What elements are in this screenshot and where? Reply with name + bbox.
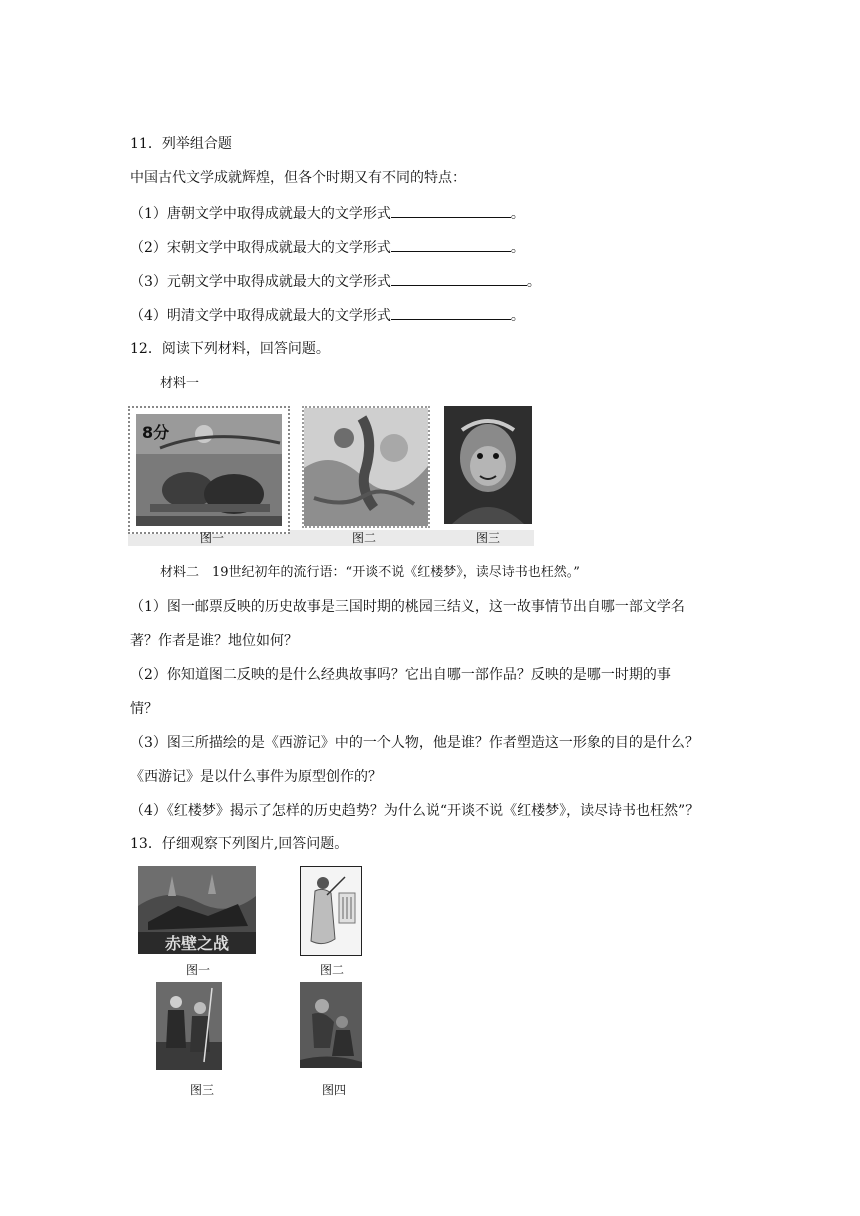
journey-west-painting-image <box>300 982 362 1068</box>
monkey-king-portrait-image <box>444 406 532 524</box>
stamp-image <box>128 406 290 534</box>
red-cliffs-caption-text: 赤壁之战 <box>164 934 230 953</box>
q11-item-1: （1）唐朝文学中取得成就最大的文学形式 。 <box>130 203 525 224</box>
q12-question-1-line2: 著？作者是谁？地位如何？ <box>130 633 298 649</box>
figure-portrait-scroll-image <box>300 866 362 956</box>
q11-item-1-label: （1）唐朝文学中取得成就最大的文学形式 <box>130 206 391 222</box>
q12-question-4-line1: （4）《红楼梦》揭示了怎样的历史趋势？为什么说“开谈不说《红楼梦》，读尽诗书也枉然”？ <box>130 803 700 819</box>
q12-question-1-line1: （1）图一邮票反映的历史故事是三国时期的桃园三结义，这一故事情节出自哪一部文学名 <box>130 599 685 615</box>
material1-caption-1: 图一 <box>200 531 225 545</box>
q11-item-3: （3）元朝文学中取得成就最大的文学形式 。 <box>130 271 541 292</box>
q11-item-3-label: （3）元朝文学中取得成就最大的文学形式 <box>130 274 391 290</box>
q12-question-2-line2: 情？ <box>130 701 158 717</box>
material1-caption-2: 图二 <box>352 531 377 545</box>
material1-caption-3: 图三 <box>476 531 501 545</box>
q13-caption-2: 图二 <box>320 963 345 977</box>
q12-question-3-line2: 《西游记》是以什么事件为原型创作的？ <box>130 769 382 785</box>
q12-question-3-line1: （3）图三所描绘的是《西游记》中的一个人物，他是谁？作者塑造这一形象的目的是什么？ <box>130 735 699 751</box>
answer-blank-1[interactable] <box>391 203 511 218</box>
q11-title: 11．列举组合题 <box>130 136 232 152</box>
battle-of-red-cliffs-image <box>138 866 256 954</box>
q11-intro: 中国古代文学成就辉煌，但各个时期又有不同的特点： <box>130 170 466 186</box>
q12-question-2-line1: （2）你知道图二反映的是什么经典故事吗？它出自哪一部作品？反映的是哪一时期的事 <box>130 667 671 683</box>
story-painting-image <box>302 406 430 528</box>
answer-blank-4[interactable] <box>391 305 511 320</box>
q13-title: 13．仔细观察下列图片,回答问题。 <box>130 836 349 852</box>
q11-item-2: （2）宋朝文学中取得成就最大的文学形式 。 <box>130 237 525 258</box>
q13-caption-1: 图一 <box>186 963 211 977</box>
material-2-text: 材料二 19世纪初年的流行语：“开谈不说《红楼梦》，读尽诗书也枉然。” <box>160 565 580 580</box>
q13-caption-4: 图四 <box>322 1083 347 1097</box>
q12-title: 12．阅读下列材料，回答问题。 <box>130 341 330 357</box>
q13-caption-3: 图三 <box>190 1083 215 1097</box>
answer-blank-2[interactable] <box>391 237 511 252</box>
q11-item-2-label: （2）宋朝文学中取得成就最大的文学形式 <box>130 240 391 256</box>
heroes-group-image <box>156 982 222 1070</box>
stamp-value: 8分 <box>142 423 170 442</box>
answer-blank-3[interactable] <box>391 271 527 286</box>
q11-item-4-label: （4）明清文学中取得成就最大的文学形式 <box>130 308 391 324</box>
material-1-label: 材料一 <box>160 376 200 391</box>
q11-item-4: （4）明清文学中取得成就最大的文学形式 。 <box>130 305 525 326</box>
